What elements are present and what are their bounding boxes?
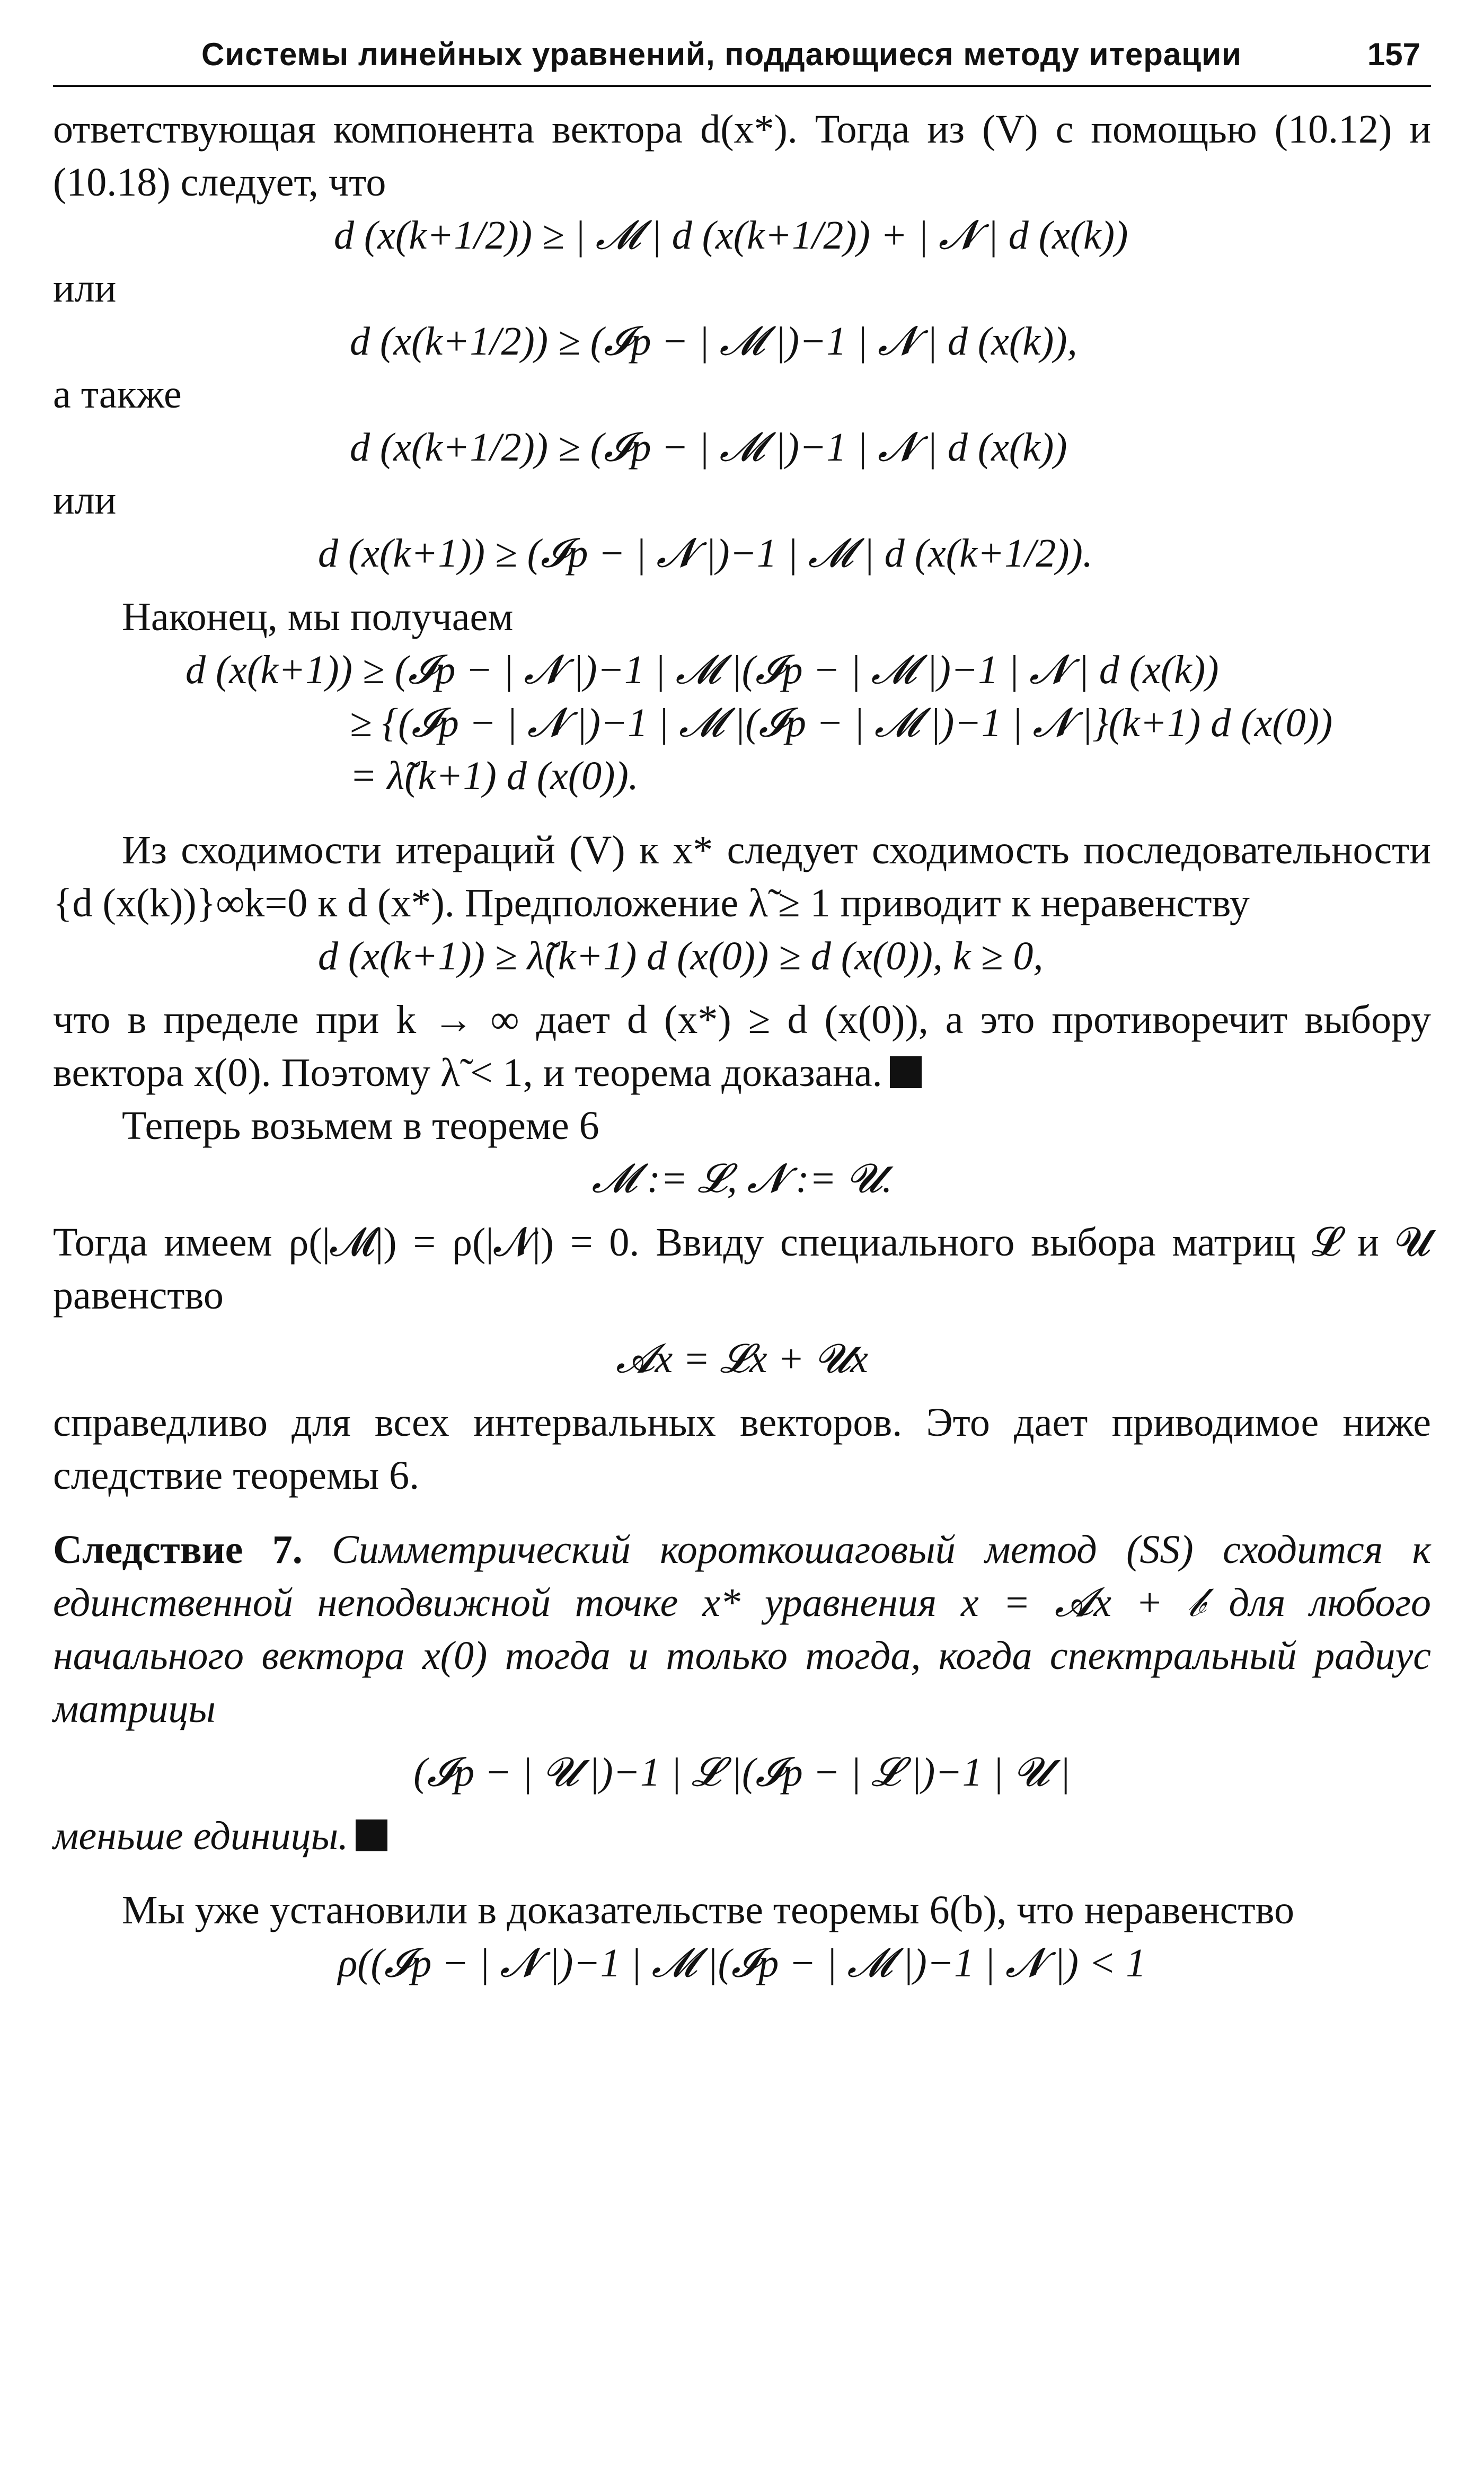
corollary-text: Симметрический короткошаговый метод (SS) сходится к единственной неподвижной точке x* уравнения x = 𝓐x + 𝒷 для любого начального вектора x(0) тогда и только тогда, когда спектральный радиус матрицы	[53, 1527, 1431, 1731]
paragraph-4-text: что в пределе при k → ∞ дает d (x*) ≥ d (x(0)), а это противоречит выбору вектора x(0). Поэтому λ̃ < 1, и теорема доказана.	[53, 997, 1431, 1095]
paragraph-6: Тогда имеем ρ(|𝓜|) = ρ(|𝓝|) = 0. Ввиду специального выбора матриц 𝓛 и 𝓤 равенство	[53, 1220, 1431, 1318]
page-number: 157	[1367, 37, 1420, 72]
corollary-7	[53, 1523, 1431, 1735]
formula-7: 𝓜 := 𝓛, 𝓝 := 𝓤.	[591, 1156, 893, 1201]
book-page	[53, 26, 1431, 2464]
formula-5c: = λ̃(k+1) d (x(0)).	[350, 754, 639, 798]
paragraph-4	[53, 993, 1431, 1099]
corollary-label: Следствие 7.	[53, 1527, 303, 1572]
paragraph-1: ответствующая компонента вектора d(x*). Тогда из (V) с помощью (10.12) и (10.18) следует, что	[53, 107, 1431, 205]
corollary-end	[53, 1809, 1431, 1862]
paragraph-7: справедливо для всех интервальных векторов. Это дает приводимое ниже следствие теоремы 6.	[53, 1400, 1431, 1498]
qed-square-icon	[890, 1056, 922, 1088]
label-a-takzhe: а также	[53, 372, 182, 417]
formula-4: d (x(k+1)) ≥ (𝓘p − | 𝓝 |)−1 | 𝓜 | d (x(k+1/2)).	[318, 531, 1093, 576]
label-ili-1: или	[53, 266, 117, 311]
label-ili-2: или	[53, 478, 117, 523]
header-title: Системы линейных уравнений, поддающиеся методу итерации	[201, 37, 1242, 72]
paragraph-8: Мы уже установили в доказательстве теоремы 6(b), что неравенство	[122, 1888, 1294, 1932]
formula-8: 𝓐x = 𝓛x + 𝓤x	[616, 1337, 868, 1381]
formula-9: (𝓘p − | 𝓤 |)−1 | 𝓛 |(𝓘p − | 𝓛 |)−1 | 𝓤 |	[413, 1750, 1071, 1795]
formula-5b: ≥ {(𝓘p − | 𝓝 |)−1 | 𝓜 |(𝓘p − | 𝓜 |)−1 | 𝓝 |}(k+1) d (x(0))	[350, 701, 1333, 745]
paragraph-2: Наконец, мы получаем	[122, 595, 514, 639]
formula-1: d (x(k+1/2)) ≥ | 𝓜 | d (x(k+1/2)) + | 𝓝 | d (x(k))	[334, 213, 1128, 258]
corollary-end-text: меньше единицы.	[53, 1814, 349, 1858]
qed-square-icon-2	[356, 1819, 387, 1851]
formula-2: d (x(k+1/2)) ≥ (𝓘p − | 𝓜 |)−1 | 𝓝 | d (x(k)),	[350, 319, 1077, 364]
formula-6: d (x(k+1)) ≥ λ̃(k+1) d (x(0)) ≥ d (x(0)), k ≥ 0,	[318, 934, 1044, 978]
paragraph-5: Теперь возьмем в теореме 6	[122, 1103, 599, 1148]
formula-3: d (x(k+1/2)) ≥ (𝓘p − | 𝓜 |)−1 | 𝓝 | d (x(k))	[350, 425, 1067, 470]
formula-5a: d (x(k+1)) ≥ (𝓘p − | 𝓝 |)−1 | 𝓜 |(𝓘p − | 𝓜 |)−1 | 𝓝 | d (x(k))	[186, 648, 1219, 692]
paragraph-3: Из сходимости итераций (V) к x* следует сходимость последовательности {d (x(k))}∞k=0 к d (x*). Предположение λ̃ ≥ 1 приводит к неравенству	[53, 828, 1431, 925]
running-header	[53, 26, 1431, 87]
formula-10: ρ((𝓘p − | 𝓝 |)−1 | 𝓜 |(𝓘p − | 𝓜 |)−1 | 𝓝 |) < 1	[338, 1941, 1146, 1985]
